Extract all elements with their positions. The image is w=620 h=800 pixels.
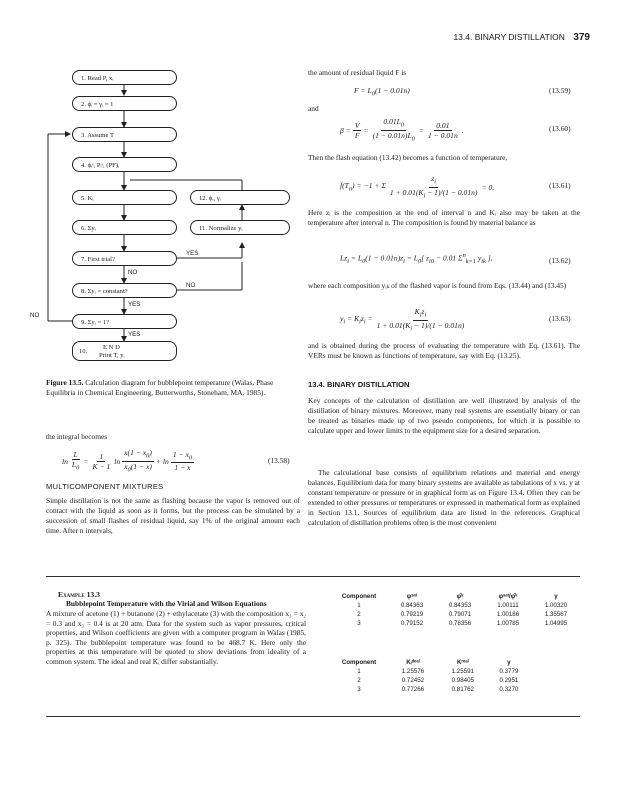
table-cell: 0.81762 — [451, 686, 474, 693]
table-cell: 3 — [357, 686, 361, 693]
table-cell: 1 — [357, 602, 361, 609]
equation-13-63-number: (13.63) — [549, 314, 571, 323]
flow-label-no-first: NO — [128, 269, 138, 276]
table-cell: 1.00320 — [544, 602, 568, 609]
table-cell: 1.04995 — [544, 620, 568, 627]
example-text: A mixture of acetone (1) + butanone (2) + ethylacetate (3) with the composition x₁ = x₂ = 0.3 and x₃ = 0.4 is at 20 atm. Data for the system such as vapor pressures, critical properties, and Wilson coefficients are given with a computer program in Walas (1985, p. 325). The bubblepoint temperature was found to be 468.7 K. Here only the properties at this temperature will be quoted to show deviations from ideality of a common system. The ideal and real Kᵢ differ substantially. — [46, 609, 306, 666]
equation-13-63: $y_i = K_iz_i$ = $\frac{K_iz_i}{1 + 0.01(K_i - 1)/(1 - 0.01n)}$ — [340, 307, 465, 333]
table-cell: 1.25591 — [451, 668, 474, 675]
example-title: Bubblepoint Temperature with the Virial and Wilson Equations — [66, 599, 267, 608]
figure-caption-text: Calculation diagram for bubblepoint temperature (Walas, Phase Equilibria in Chemical Engineering, Butterworths, Stoneham, MA, 1985). — [46, 378, 274, 397]
table-header: Component — [341, 659, 377, 666]
flow-end-number: 10. — [79, 348, 88, 355]
flow-box-read: 1. Read P, xᵢ — [72, 70, 177, 85]
table-cell: 0.84353 — [448, 602, 472, 609]
bubblepoint-flowchart — [0, 0, 300, 380]
equation-13-58-number: (13.58) — [268, 456, 290, 465]
flow-box-init: 2. ϕᵢ = γᵢ = 1 — [72, 96, 177, 111]
table-row — [330, 667, 530, 676]
flow-box-normalize: 11. Normalize yᵢ — [190, 220, 290, 235]
table-cell: 1.25576 — [401, 668, 425, 675]
flow-label-no-sum: NO — [30, 312, 40, 319]
table-row — [330, 601, 580, 610]
table-header: Kᵢᵈᵉᵃˡ — [406, 659, 420, 666]
table-cell: 1.00186 — [496, 611, 520, 618]
equation-13-62: $Lz_i = L_0(1 - 0.01n)z_i = L_0$[ $z_{i0} - 0.01$ $\Sigma^n_{k=1}$ $y_{ik}$ ], — [340, 252, 493, 266]
flow-box-k: 5. Kᵢ — [72, 190, 177, 205]
table-cell: 0.2951 — [499, 677, 519, 684]
equation-13-59: $F = L_0(1 - 0.01n)$ — [354, 86, 410, 98]
table-row — [330, 619, 580, 628]
flow-box-phi-sat: 4. ϕᵢˢ, Pᵢˢ, (PF)ᵢ — [72, 157, 177, 172]
and-word: and — [308, 104, 319, 113]
flow-label-no-constant: NO — [186, 282, 196, 289]
table-row — [330, 610, 580, 619]
table-header: y — [507, 659, 511, 666]
multicomponent-heading: MULTICOMPONENT MIXTURES — [46, 482, 164, 491]
table-cell: 0.79071 — [448, 611, 472, 618]
flow-label-yes-sum: YES — [128, 331, 141, 338]
k-value-table — [330, 658, 530, 694]
flow-box-end — [72, 341, 177, 361]
table-cell: 0.79152 — [400, 620, 424, 627]
flow-box-sum-y: 6. Σyᵢ — [72, 220, 177, 235]
integral-intro: the integral becomes — [46, 432, 108, 441]
flow-box-phi-gamma: 12. ϕᵢ, γᵢ — [190, 190, 290, 205]
table-cell: 1.00111 — [497, 602, 519, 609]
table-cell: 1.35567 — [544, 611, 568, 618]
table-cell: 0.3779 — [499, 668, 519, 675]
table-cell: 0.79219 — [400, 611, 424, 618]
table-row — [330, 685, 530, 694]
example-top-rule — [46, 576, 580, 577]
vapor-composition-text: where each composition yᵢₖ of the flashed vapor is found from Eqs. (13.44) and (13.45) — [308, 281, 567, 290]
table-cell: 2 — [357, 677, 361, 684]
equation-13-60-number: (13.60) — [549, 124, 571, 133]
header-section: 13.4. BINARY DISTILLATION — [453, 32, 565, 42]
flow-end-label: E N D — [103, 344, 120, 351]
table-cell: 0.98405 — [451, 677, 474, 684]
fugacity-table — [330, 592, 580, 628]
table-cell: 1 — [357, 668, 361, 675]
table-cell: 2 — [357, 611, 361, 618]
flow-box-assume-t: 3. Assume T — [72, 127, 177, 142]
equation-13-60: β = $\frac{V}{F}$ = $\frac{0.01L_0}{(1 - 0.01n)L_0}$ = $\frac{0.01}{1 - 0.01n}$ . — [340, 117, 464, 143]
section-heading-binary-distillation: 13.4. BINARY DISTILLATION — [308, 380, 410, 389]
flow-label-yes-constant: YES — [128, 301, 141, 308]
table-cell: 3 — [357, 620, 361, 627]
equation-13-61: $f(T_n) = -1 + \Sigma$ $\frac{z_i}{1 + 0.01(K_i - 1)/(1 - 0.01n)}$ = 0. — [340, 174, 495, 200]
example-bottom-rule — [46, 716, 580, 717]
equation-13-58: ln $\frac{L}{L_0}$ = $\frac{1}{K - 1}$ ln $\frac{x(1 - x_0)}{x_0(1 - x)}$ + ln $\frac{1 - x_0}{1 - x}$ — [62, 447, 193, 474]
table-cell: 0.78356 — [448, 620, 472, 627]
table-header: φ̂ᵛ — [456, 593, 464, 600]
evaluation-text: and is obtained during the process of evaluating the temperature with Eq. (13.61). The VERs must be known as functions of temperature, say with Eq. (13.25). — [308, 341, 580, 360]
multicomponent-text: Simple distillation is not the same as flashing because the vapor is removed out of contact with the liquid as soon as it forms, but the process can be simulated by a succession of small flashes of residual liquid, say 1% of the original amount each time. After n intervals, — [46, 496, 300, 535]
binary-distillation-para2: The calculational base consists of equilibrium relations and material and energy balances. Equilibrium data for many binary systems are available as tabulations of x vs. y at constant temperature or pressure or in graphical form as on Figure 13.4. Often they can be extended to other pressures or temperatures or expressed in mathematical form as explained in Section 13.1. Sources of equilibrium data are listed in the references. Graphical calculation of distillation problems often is the most convenient — [308, 468, 580, 527]
figure-caption-label: Figure 13.5. — [46, 378, 84, 387]
flash-equation-intro: Then the flash equation (13.42) becomes a function of temperature, — [308, 153, 508, 162]
table-header: φˢᵃᵗ — [406, 593, 418, 600]
table-row — [330, 676, 530, 685]
equation-13-61-number: (13.61) — [549, 181, 571, 190]
table-cell: 0.77266 — [401, 686, 425, 693]
table-header: φˢᵃᵗ/φ̂ᵛ — [498, 593, 518, 600]
table-header-row — [330, 658, 530, 667]
example-label: Example 13.3 — [58, 590, 100, 599]
residual-liquid-intro: the amount of residual liquid F is — [308, 68, 407, 77]
table-header-row — [330, 592, 580, 601]
table-cell: 0.72452 — [401, 677, 425, 684]
table-cell: 0.84363 — [400, 602, 424, 609]
page-number: 379 — [573, 32, 590, 43]
flow-label-yes-first: YES — [186, 250, 199, 257]
binary-distillation-para1: Key concepts of the calculation of distillation are well illustrated by analysis of the distillation of binary mixtures. Moreover, many real systems are essentially binary or can be treated as binaries made up of two pseudo components, for which it is possible to calculate upper and lower limits to the equipment size for a desired separation. — [308, 396, 580, 435]
table-cell: 0.3270 — [499, 686, 519, 693]
composition-text: Here zᵢ is the composition at the end of interval n and Kᵢ also may be taken at the temperature after interval n. The composition is found by material balance as — [308, 208, 580, 227]
example-13-3 — [46, 590, 306, 667]
equation-13-59-number: (13.59) — [549, 86, 571, 95]
table-header: γ — [554, 593, 558, 600]
table-cell: 1.00785 — [496, 620, 520, 627]
equation-13-62-number: (13.62) — [549, 256, 571, 265]
flow-end-sub: Print T, yᵢ — [99, 352, 125, 359]
flow-box-sum-one: 9. Σyᵢ = 1? — [72, 314, 177, 329]
flow-box-first-trial: 7. First trial? — [72, 251, 177, 266]
figure-caption — [46, 378, 300, 398]
table-header: Kʳᵉᵃˡ — [457, 659, 469, 666]
table-header: Component — [341, 593, 377, 600]
running-header — [400, 32, 590, 43]
flow-box-sum-constant: 8. Σyᵢ = constant? — [72, 283, 177, 298]
